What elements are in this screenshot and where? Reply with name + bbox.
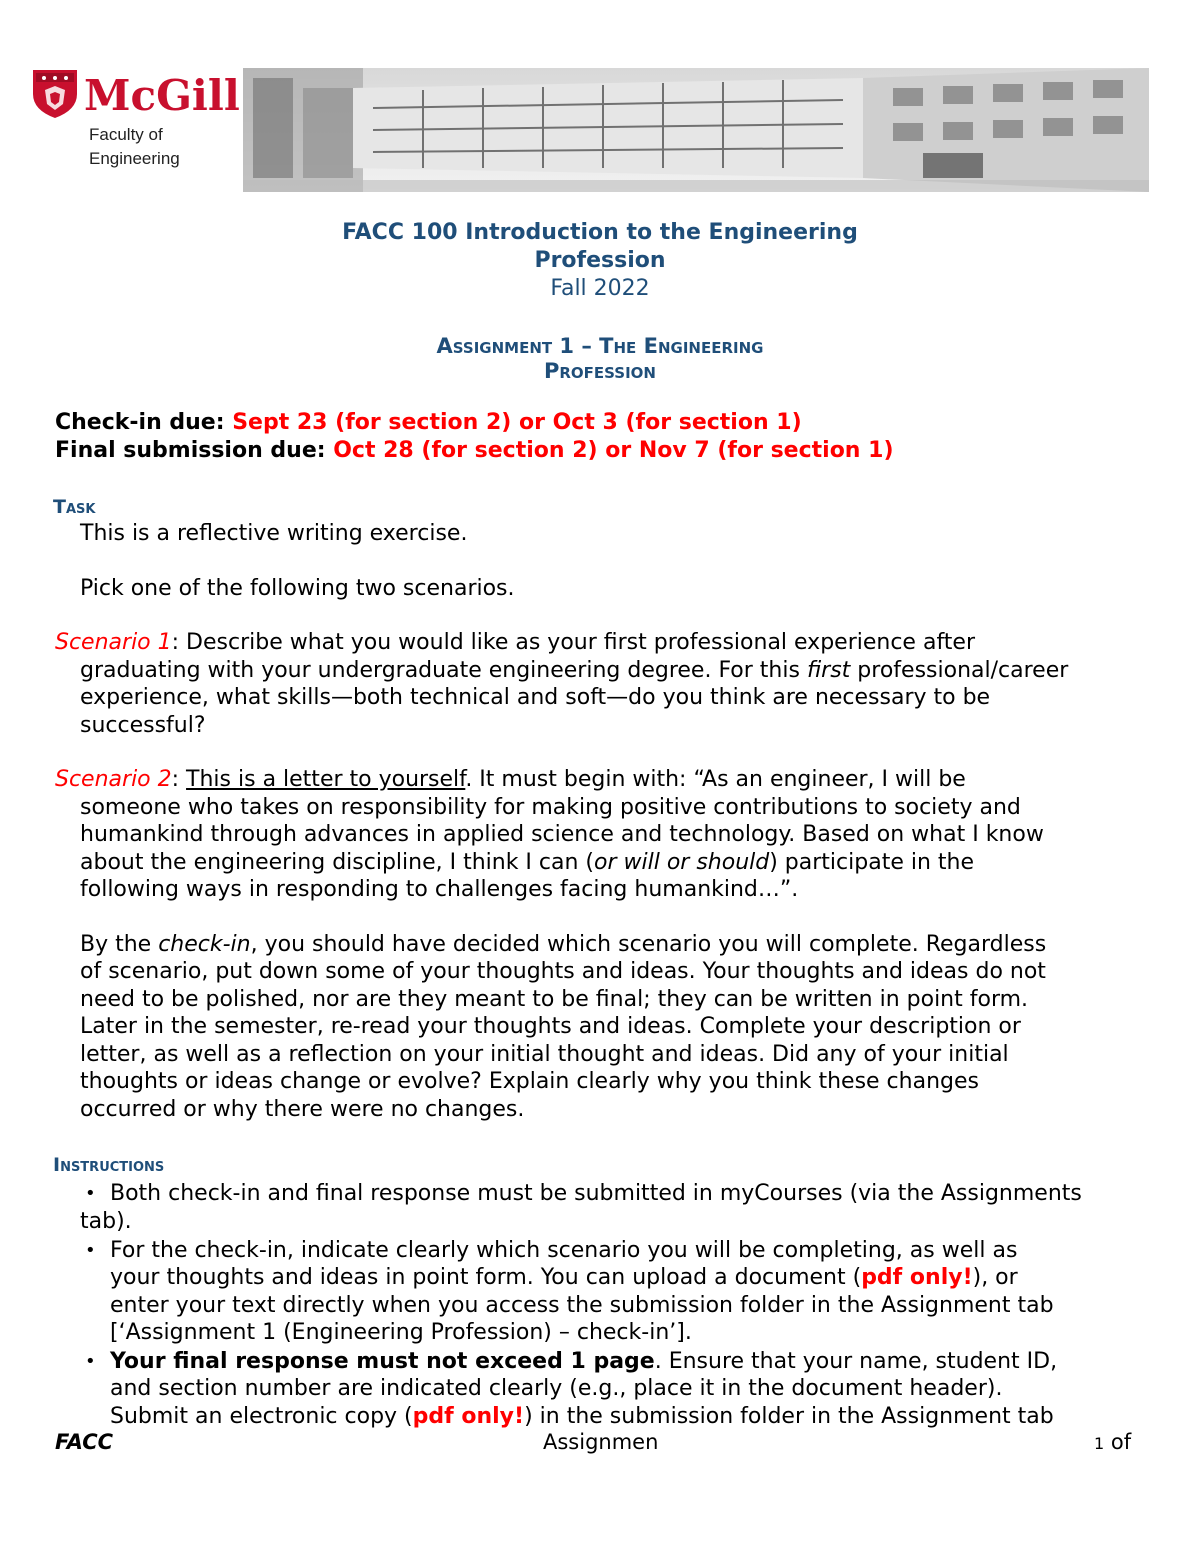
scenario-1-label: Scenario 1 — [55, 630, 172, 655]
instruction-3-line-2: and section number are indicated clearly (e.g., place it in the document header). — [110, 1376, 1003, 1401]
checkin-paragraph-line-1 — [80, 931, 1046, 958]
instruction-3-line-1 — [110, 1348, 1057, 1375]
instruction-2-line-4: [‘Assignment 1 (Engineering Profession) – check-in’]. — [110, 1320, 692, 1345]
instruction-2-text-a: your thoughts and ideas in point form. You can upload a document ( — [110, 1265, 862, 1290]
checkin-paragraph-line-2: of scenario, put down some of your thoughts and ideas. Your thoughts and ideas do not — [80, 959, 1046, 984]
scenario-1-first-emphasis: first — [806, 658, 851, 683]
checkin-para-c: , you should have decided which scenario you will complete. Regardless — [250, 932, 1047, 957]
pdf-only-note: pdf only! — [412, 1404, 525, 1429]
instruction-2-line-1: For the check-in, indicate clearly which scenario you will be completing, as well as — [110, 1238, 1018, 1263]
checkin-due-label: Check-in due: — [55, 410, 233, 435]
term-label: Fall 2022 — [550, 276, 650, 301]
instruction-3-text-a: Submit an electronic copy ( — [110, 1404, 413, 1429]
task-pick: Pick one of the following two scenarios. — [80, 576, 515, 601]
assignment-title-line-1: Assignment 1 – The Engineering — [436, 334, 764, 358]
bullet-icon: • — [85, 1351, 96, 1372]
scenario-1-line-4: successful? — [80, 713, 206, 738]
scenario-2-text: . It must begin with: “As an engineer, I will be — [465, 767, 966, 792]
bullet-icon: • — [85, 1183, 96, 1204]
task-heading: Task — [53, 496, 96, 518]
instruction-3-line-3 — [110, 1403, 1054, 1430]
page-number: 1 — [1094, 1434, 1105, 1453]
task-intro: This is a reflective writing exercise. — [80, 521, 468, 546]
mcgill-logo — [30, 66, 244, 120]
scenario-2-text-c: ) participate in the — [769, 850, 975, 875]
scenario-1-text: : Describe what you would like as your first professional experience after — [171, 630, 976, 655]
footer-course: FACC — [55, 1430, 114, 1454]
checkin-emphasis: check-in — [158, 932, 251, 957]
checkin-para-a: By the — [80, 932, 159, 957]
instruction-2-line-3: enter your text directly when you access the submission folder in the Assignment tab — [110, 1293, 1054, 1318]
scenario-2-line-3: humankind through advances in applied science and technology. Based on what I know — [80, 822, 1044, 847]
scenario-1-text-a: graduating with your undergraduate engineering degree. For this — [80, 658, 807, 683]
scenario-2-text-a: about the engineering discipline, I think I can ( — [80, 850, 595, 875]
course-title-line-2: Profession — [534, 248, 666, 273]
scenario-2-line-4 — [80, 849, 974, 876]
footer-page-number — [1094, 1430, 1131, 1454]
assignment-title-line-2: Profession — [543, 359, 656, 383]
faculty-line-2: Engineering — [89, 149, 180, 168]
scenario-1-text-c: professional/career — [850, 658, 1069, 683]
pdf-only-note: pdf only! — [861, 1265, 973, 1290]
instruction-2-line-2 — [110, 1264, 1018, 1291]
checkin-paragraph-line-4: Later in the semester, re-read your thoughts and ideas. Complete your description or — [80, 1014, 1021, 1039]
page-limit-note: Your final response must not exceed 1 page — [110, 1349, 655, 1374]
checkin-paragraph-line-5: letter, as well as a reflection on your initial thought and ideas. Did any of your initial — [80, 1042, 1009, 1067]
final-due-label: Final submission due: — [55, 438, 334, 463]
faculty-line-1: Faculty of — [89, 125, 163, 144]
checkin-due-line — [55, 409, 802, 436]
checkin-paragraph-line-7: occurred or why there were no changes. — [80, 1097, 525, 1122]
final-due-value: Oct 28 (for section 2) or Nov 7 (for section 1) — [333, 438, 894, 463]
scenario-2-line-2: someone who takes on responsibility for making positive contributions to society and — [80, 795, 1021, 820]
faculty-label — [89, 123, 180, 171]
instruction-1-line-2: tab). — [80, 1209, 132, 1234]
course-title-line-1: FACC 100 Introduction to the Engineering — [342, 220, 858, 245]
instruction-1-line-1: Both check-in and final response must be submitted in myCourses (via the Assignments — [110, 1181, 1082, 1206]
checkin-paragraph-line-6: thoughts or ideas change or evolve? Explain clearly why you think these changes — [80, 1069, 979, 1094]
scenario-2-line-1 — [55, 766, 966, 793]
campus-building-photo — [243, 68, 1149, 192]
instruction-3-text-c: ) in the submission folder in the Assignment tab — [524, 1404, 1054, 1429]
instruction-2-text-c: ), or — [972, 1265, 1018, 1290]
bullet-icon: • — [85, 1240, 96, 1261]
scenario-2-line-5: following ways in responding to challenges facing humankind…”. — [80, 877, 799, 902]
scenario-1-line-2 — [80, 657, 1068, 684]
scenario-1-line-1 — [55, 629, 975, 656]
checkin-paragraph-line-3: need to be polished, nor are they meant to be final; they can be written in point form. — [80, 987, 1029, 1012]
scenario-2-colon: : — [171, 767, 187, 792]
instruction-3-text: . Ensure that your name, student ID, — [654, 1349, 1058, 1374]
scenario-2-label: Scenario 2 — [55, 767, 172, 792]
scenario-1-line-3: experience, what skills—both technical and soft—do you think are necessary to be — [80, 685, 991, 710]
final-due-line — [55, 437, 894, 464]
mcgill-wordmark: McGill — [84, 71, 240, 120]
checkin-due-value: Sept 23 (for section 2) or Oct 3 (for section 1) — [232, 410, 802, 435]
scenario-2-letter-underline: This is a letter to yourself — [186, 767, 466, 792]
page-of: of — [1104, 1430, 1132, 1454]
footer-assignment: Assignmen — [543, 1430, 659, 1454]
scenario-2-emphasis: or will or should — [594, 850, 770, 875]
instructions-heading: Instructions — [53, 1154, 165, 1176]
